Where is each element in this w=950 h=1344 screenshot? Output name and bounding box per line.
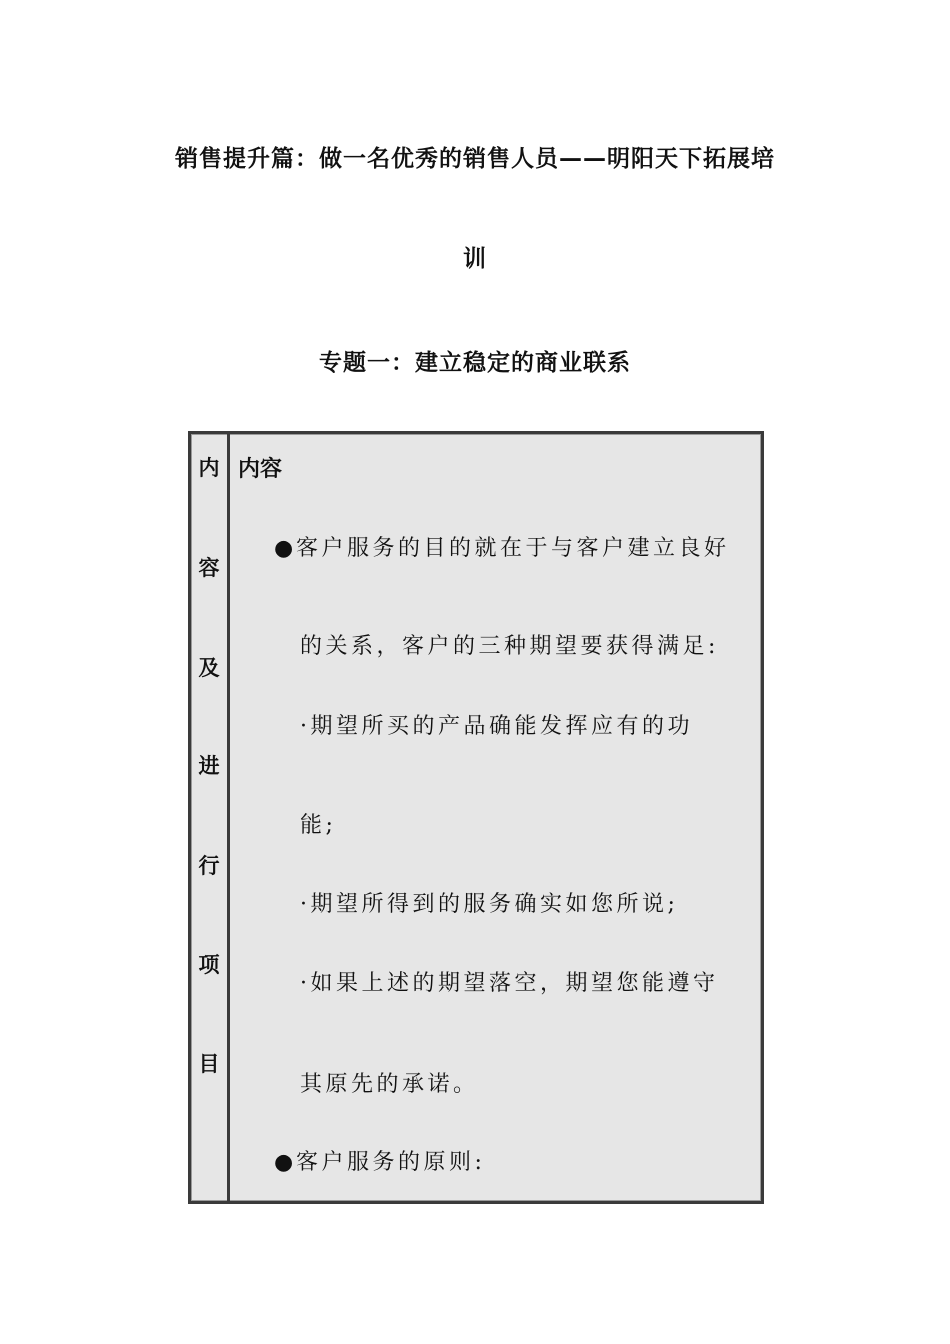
left-header-char: 行: [198, 854, 220, 878]
content-line: 能;: [300, 813, 337, 838]
document-subtitle: 专题一：建立稳定的商业联系: [319, 350, 631, 376]
left-header-char: 项: [198, 953, 220, 977]
left-header-char: 内: [198, 456, 220, 480]
left-header-char: 目: [198, 1052, 220, 1076]
left-header-char: 容: [198, 556, 220, 580]
content-table: [188, 431, 764, 1204]
left-header-char: 及: [198, 656, 220, 680]
content-line: 其原先的承诺。: [300, 1072, 479, 1097]
content-line: ·如果上述的期望落空，期望您能遵守: [300, 971, 719, 996]
bullet-paragraph-1: [274, 531, 730, 562]
content-line: 客户服务的目的就在于与客户建立良好: [296, 536, 730, 561]
left-header-char: 进: [198, 754, 220, 778]
bullet-paragraph-2: [274, 1145, 485, 1176]
content-line: ·期望所买的产品确能发挥应有的功: [300, 714, 693, 739]
content-line: 的关系，客户的三种期望要获得满足:: [300, 634, 719, 659]
content-heading: 内容: [238, 457, 283, 482]
document-title-line-2: 训: [463, 246, 487, 272]
bullet-icon: ●: [274, 536, 294, 561]
table-content-column: [230, 434, 761, 1201]
content-line: 客户服务的原则:: [296, 1150, 486, 1175]
table-left-header-column: [191, 434, 230, 1201]
content-line: ·期望所得到的服务确实如您所说;: [300, 892, 679, 917]
bullet-icon: ●: [274, 1150, 294, 1175]
document-title-line-1: 销售提升篇：做一名优秀的销售人员——明阳天下拓展培: [175, 146, 775, 172]
